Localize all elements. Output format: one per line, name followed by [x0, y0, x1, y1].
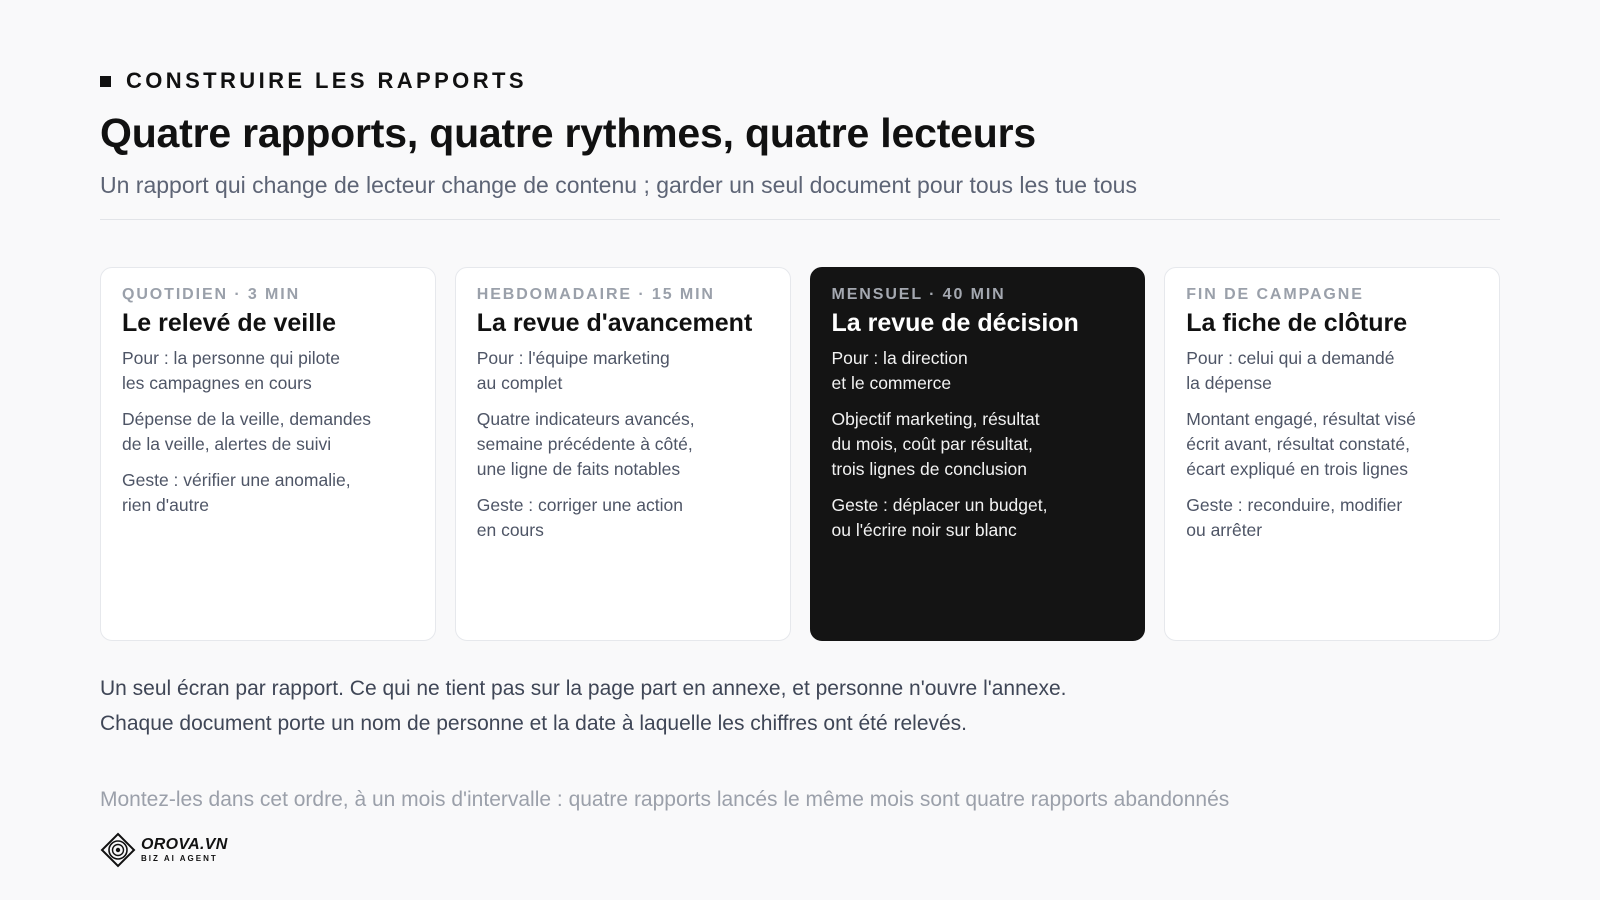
card-audience: Pour : l'équipe marketing au complet: [476, 348, 670, 393]
card-audience: Pour : la direction et le commerce: [831, 348, 968, 393]
report-cards: [100, 267, 1500, 641]
page-title: Quatre rapports, quatre rythmes, quatre lecteurs: [100, 110, 1036, 156]
card-content: Montant engagé, résultat visé écrit avant, résultat constaté, écart expliqué en trois lignes: [1186, 409, 1416, 479]
card-content: Dépense de la veille, demandes de la veille, alertes de suivi: [122, 409, 372, 454]
card-action: Geste : déplacer un budget, ou l'écrire noir sur blanc: [831, 495, 1048, 540]
eyebrow-label: CONSTRUIRE LES RAPPORTS: [126, 68, 527, 93]
card-kicker: FIN DE CAMPAGNE: [1186, 286, 1364, 303]
card-kicker: HEBDOMADAIRE · 15 MIN: [476, 286, 715, 303]
card-kicker: QUOTIDIEN · 3 MIN: [122, 286, 301, 303]
orova-logo-icon: [100, 832, 136, 868]
brand-tagline: BIZ AI AGENT: [141, 854, 218, 863]
card-title: Le relevé de veille: [122, 309, 337, 337]
card-title: La fiche de clôture: [1186, 309, 1408, 337]
report-card-end-of-campaign: [1164, 267, 1500, 641]
notes: [100, 671, 1066, 741]
page-subtitle: Un rapport qui change de lecteur change de contenu ; garder un seul document pour tous les tue tous: [100, 172, 1137, 198]
brand-name: OROVA.VN: [141, 836, 228, 853]
footer-note: Montez-les dans cet ordre, à un mois d'intervalle : quatre rapports lancés le même mois sont quatre rapports abandonnés: [100, 788, 1230, 811]
card-content: Quatre indicateurs avancés, semaine précédente à côté, une ligne de faits notables: [476, 409, 695, 479]
section-eyebrow: [100, 68, 527, 94]
report-card-weekly: [455, 267, 791, 641]
card-content: Objectif marketing, résultat du mois, coût par résultat, trois lignes de conclusion: [831, 409, 1040, 479]
card-action: Geste : corriger une action en cours: [476, 495, 683, 540]
card-title: La revue d'avancement: [476, 309, 753, 337]
report-card-monthly: [810, 267, 1146, 641]
card-action: Geste : reconduire, modifier ou arrêter: [1186, 495, 1403, 540]
card-kicker: MENSUEL · 40 MIN: [831, 286, 1006, 303]
square-bullet-icon: [100, 76, 111, 87]
card-audience: Pour : la personne qui pilote les campagnes en cours: [122, 348, 340, 393]
divider: [100, 219, 1500, 220]
report-card-daily: [100, 267, 436, 641]
card-audience: Pour : celui qui a demandé la dépense: [1186, 348, 1395, 393]
card-action: Geste : vérifier une anomalie, rien d'autre: [122, 470, 351, 515]
note-line-1: Un seul écran par rapport. Ce qui ne tient pas sur la page part en annexe, et personne n'ouvre l'annexe.: [100, 677, 1067, 700]
note-line-2: Chaque document porte un nom de personne et la date à laquelle les chiffres ont été relevés.: [100, 712, 968, 735]
brand-logo: [100, 832, 228, 868]
card-title: La revue de décision: [831, 309, 1079, 337]
